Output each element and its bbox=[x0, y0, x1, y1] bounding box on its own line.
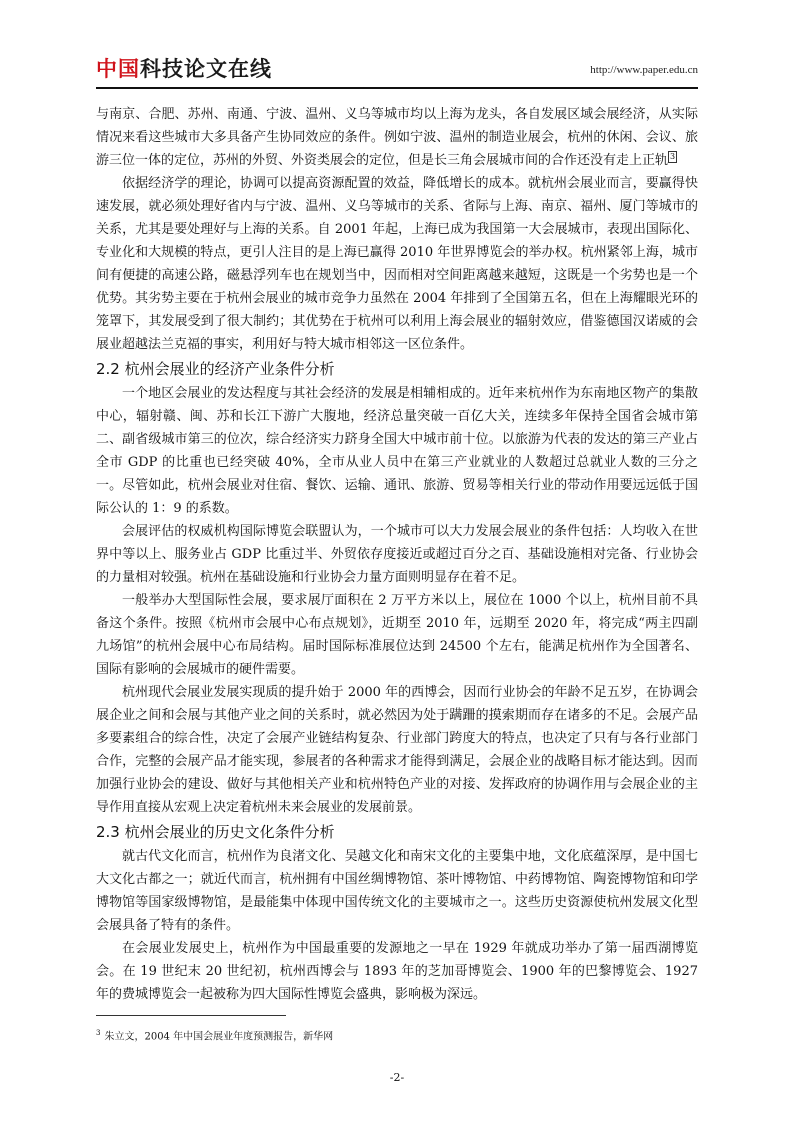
logo-dark-text: 科技论文在线 bbox=[140, 57, 272, 81]
paragraph-3: 一个地区会展业的发达程度与其社会经济的发展是相辅相成的。近年来杭州作为东南地区物产的集散中心，辐射赣、闽、苏和长江下游广大腹地，经济总量突破一百亿大关，连续多年保持全国省会城市第二、副省级城市第三的位次，综合经济实力跻身全国大中城市前十位。以旅游为代表的发达的第三产业占全市 GDP 的比重也已经突破 40%，全市从业人员中在第三产业就业的人数超过总就业人数的三分之一。尽管如此，杭州会展业对住宿、餐饮、运输、通讯、旅游、贸易等相关行业的带动作用要远远低于国际公认的 1：9 的系数。 bbox=[96, 386, 698, 516]
paragraph-7: 就古代文化而言，杭州作为良渚文化、吴越文化和南宋文化的主要集中地，文化底蕴深厚，是中国七大文化古都之一；就近代而言，杭州拥有中国丝绸博物馆、茶叶博物馆、中药博物馆、陶瓷博物馆和印学博物馆等国家级博物馆，是最能集中体现中国传统文化的主要城市之一。这些历史资源使杭州发展文化型会展具备了特有的条件。 bbox=[96, 849, 698, 933]
paragraph-1-text: 与南京、合肥、苏州、南通、宁波、温州、义乌等城市均以上海为龙头，各自发展区域会展经济，从实际情况来看这些城市大多具备产生协同效应的条件。例如宁波、温州的制造业展会，杭州的休闲、会议、旅游三位一体的定位，苏州的外贸、外资类展会的定位，但是长三角会展城市间的合作还没有走上正轨 bbox=[96, 107, 698, 168]
section-heading-2-3: 2.3 杭州会展业的历史文化条件分析 bbox=[96, 823, 335, 841]
paragraph-6: 杭州现代会展业发展实现质的提升始于 2000 年的西博会，因而行业协会的年龄不足五岁，在协调会展企业之间和会展与其他产业之间的关系时，就必然因为处于蹒跚的摸索期而存在诸多的不足。会展产品多要素组合的综合性，决定了会展产业链结构复杂、行业部门跨度大的特点，也决定了只有与各行业部门合作，完整的会展产品才能实现，参展者的各种需求才能得到满足，会展企业的战略目标才能达到。因而加强行业协会的建设、做好与其他相关产业和杭州特色产业的对接、发挥政府的协调作用与会展企业的主导作用直接从宏观上决定着杭州未来会展业的发展前景。 bbox=[96, 685, 698, 815]
paragraph-5: 一般举办大型国际性会展，要求展厅面积在 2 万平方米以上，展位在 1000 个以上，杭州目前不具备这个条件。按照《杭州市会展中心布点规划》，近期至 2010 年，远期至 2020 年，将完成“两主四副九场馆”的杭州会展中心布局结构。届时国际标准展位达到 24500 个左右，能满足杭州作为全国著名、国际有影响的会展城市的硬件需要。 bbox=[96, 593, 698, 677]
article-body bbox=[96, 103, 698, 1006]
paragraph-4: 会展评估的权威机构国际博览会联盟认为，一个城市可以大力发展会展业的条件包括：人均收入在世界中等以上、服务业占 GDP 比重过半、外贸依存度接近或超过百分之百、基础设施相对完备、行业协会的力量相对较强。杭州在基础设施和行业协会力量方面则明显存在着不足。 bbox=[96, 524, 698, 585]
header-url[interactable]: http://www.paper.edu.cn bbox=[590, 64, 698, 76]
footnote-number: 3 bbox=[96, 1029, 101, 1037]
page-number: -2- bbox=[389, 1071, 405, 1084]
paragraph-1 bbox=[96, 103, 698, 172]
paragraph-8: 在会展业发展史上，杭州作为中国最重要的发源地之一早在 1929 年就成功举办了第一届西湖博览会。在 19 世纪末 20 世纪初，杭州西博会与 1893 年的芝加哥博览会、1900 年的巴黎博览会、1927 年的费城博览会一起被称为四大国际性博览会盛典，影响极为深远。 bbox=[96, 941, 698, 1002]
logo-red-text: 中国 bbox=[96, 57, 140, 81]
header-divider bbox=[96, 87, 698, 89]
section-heading-2-2: 2.2 杭州会展业的经济产业条件分析 bbox=[96, 360, 335, 378]
paragraph-2: 依据经济学的理论，协调可以提高资源配置的效益，降低增长的成本。就杭州会展业而言，要赢得快速发展，就必须处理好省内与宁波、温州、义乌等城市的关系、省际与上海、南京、福州、厦门等城市的关系，尤其是要处理好与上海的关系。自 2001 年起，上海已成为我国第一大会展城市，表现出国际化、专业化和大规模的特点，更引人注目的是上海已赢得 2010 年世界博览会的举办权。杭州紧邻上海，城市间有便捷的高速公路，磁悬浮列车也在规划当中，因而相对空间距离越来越短，这既是一个劣势也是一个优势。其劣势主要在于杭州会展业的城市竞争力虽然在 2004 年排到了全国第五名，但在上海耀眼光环的笼罩下，其发展受到了很大制约；其优势在于杭州可以利用上海会展业的辐射效应，借鉴德国汉诺威的会展业超越法兰克福的事实，利用好与特大城市相邻这一区位条件。 bbox=[96, 176, 698, 352]
footnote-text: 朱立文，2004 年中国会展业年度预测报告，新华网 bbox=[104, 1031, 334, 1043]
footnote-divider bbox=[96, 1015, 286, 1016]
journal-logo bbox=[96, 56, 272, 82]
page-header bbox=[96, 52, 698, 86]
footnote-ref[interactable]: 3 bbox=[670, 151, 676, 161]
footnote bbox=[96, 1026, 698, 1044]
